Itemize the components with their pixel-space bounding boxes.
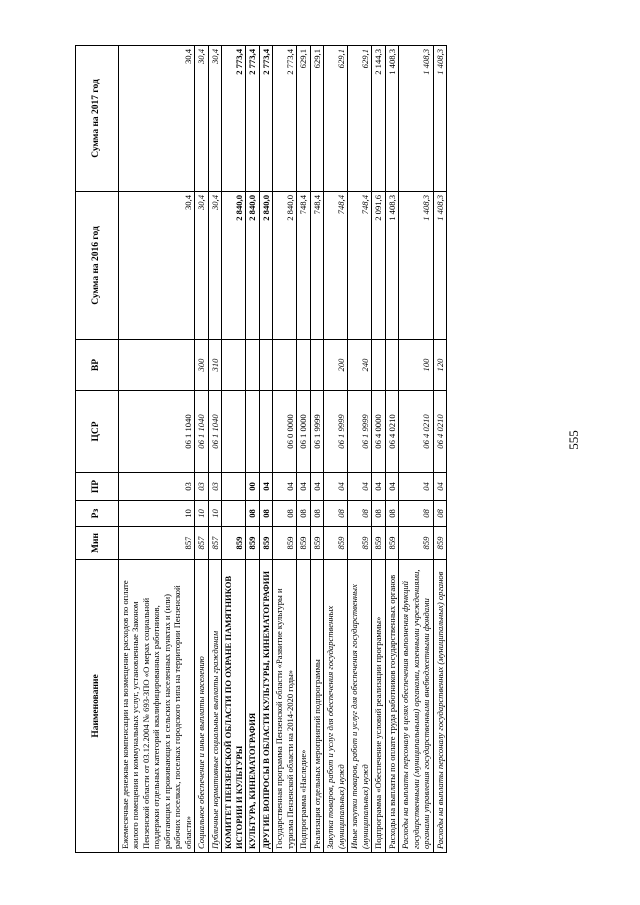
cell-rz: 08: [385, 501, 398, 527]
table-row: [246, 46, 259, 853]
cell-name: Закупка товаров, работ и услуг для обеспечения государственных (муниципальных) нужд: [324, 560, 348, 853]
cell-min: 859: [372, 527, 385, 560]
table-row: [310, 46, 323, 853]
col-header-min: Мин: [76, 527, 119, 560]
table-row: [385, 46, 398, 853]
cell-vr: 120: [433, 340, 446, 391]
cell-sum-2016: 1 408,3: [399, 192, 433, 340]
cell-sum-2017: 2 773,4: [259, 46, 272, 192]
cell-sum-2017: 629,1: [310, 46, 323, 192]
cell-pr: 04: [399, 473, 433, 501]
table-row: [324, 46, 348, 853]
cell-csr: 06 1 9999: [324, 391, 348, 473]
cell-vr: [222, 340, 246, 391]
col-header-sum-2016: Сумма на 2016 год: [76, 192, 119, 340]
cell-min: 859: [385, 527, 398, 560]
cell-pr: 04: [385, 473, 398, 501]
cell-sum-2017: 2 773,4: [246, 46, 259, 192]
cell-name: Публичные нормативные социальные выплаты гражданам: [208, 560, 221, 853]
cell-sum-2016: 748,4: [348, 192, 372, 340]
header-row: [76, 46, 119, 853]
cell-pr: 04: [297, 473, 310, 501]
cell-sum-2017: 2 773,4: [273, 46, 297, 192]
cell-pr: 04: [310, 473, 323, 501]
cell-rz: 08: [259, 501, 272, 527]
cell-sum-2017: 30,4: [119, 46, 195, 192]
cell-sum-2017: 2 773,4: [222, 46, 246, 192]
cell-sum-2016: 2 840,0: [273, 192, 297, 340]
cell-vr: [246, 340, 259, 391]
cell-sum-2016: 1 408,3: [433, 192, 446, 340]
cell-csr: 06 4 0210: [399, 391, 433, 473]
cell-name: КУЛЬТУРА, КИНЕМАТОГРАФИЯ: [246, 560, 259, 853]
cell-min: 859: [246, 527, 259, 560]
cell-vr: 310: [208, 340, 221, 391]
cell-sum-2017: 1 408,3: [385, 46, 398, 192]
cell-rz: 10: [195, 501, 208, 527]
cell-sum-2017: 1 408,3: [433, 46, 446, 192]
cell-min: 859: [310, 527, 323, 560]
table-row: [208, 46, 221, 853]
col-header-rz: Рз: [76, 501, 119, 527]
cell-vr: [310, 340, 323, 391]
col-header-pr: ПР: [76, 473, 119, 501]
cell-sum-2017: 30,4: [208, 46, 221, 192]
cell-csr: 06 1 9999: [348, 391, 372, 473]
cell-sum-2016: 30,4: [208, 192, 221, 340]
cell-vr: [297, 340, 310, 391]
cell-min: 859: [399, 527, 433, 560]
cell-rz: 08: [372, 501, 385, 527]
cell-name: Подпрограмма «Наследие»: [297, 560, 310, 853]
table-row: [119, 46, 195, 853]
cell-csr: [259, 391, 272, 473]
cell-sum-2017: 629,1: [348, 46, 372, 192]
table-row: [399, 46, 433, 853]
cell-name: КОМИТЕТ ПЕНЗЕНСКОЙ ОБЛАСТИ ПО ОХРАНЕ ПАМЯТНИКОВ ИСТОРИИ И КУЛЬТУРЫ: [222, 560, 246, 853]
cell-sum-2016: 2 840,0: [246, 192, 259, 340]
cell-sum-2017: 30,4: [195, 46, 208, 192]
cell-csr: 06 0 0000: [273, 391, 297, 473]
cell-sum-2017: 629,1: [297, 46, 310, 192]
cell-vr: 100: [399, 340, 433, 391]
cell-csr: 06 1 1040: [208, 391, 221, 473]
cell-sum-2016: 30,4: [195, 192, 208, 340]
cell-rz: 08: [297, 501, 310, 527]
cell-rz: 08: [399, 501, 433, 527]
cell-vr: [372, 340, 385, 391]
cell-pr: 04: [372, 473, 385, 501]
cell-rz: 08: [324, 501, 348, 527]
cell-vr: [119, 340, 195, 391]
cell-name: Ежемесячные денежные компенсации на возмещение расходов по оплате жилого помещения и коммунальных услуг, установленные Законом Пензенской области от 03.12.2004 № 693-ЗПО «О мерах социальной поддержки отдельных категорий квалифицированных работников, работающих и проживающих в сельских населенных пунктах и (или) рабочих поселках, поселках городского типа на территории Пензенской области»: [119, 560, 195, 853]
table-row: [372, 46, 385, 853]
cell-name: Подпрограмма «Обеспечение условий реализации программы»: [372, 560, 385, 853]
cell-csr: 06 1 1040: [195, 391, 208, 473]
cell-min: 859: [222, 527, 246, 560]
cell-rz: 10: [208, 501, 221, 527]
table-row: [273, 46, 297, 853]
col-header-name: Наименование: [76, 560, 119, 853]
cell-sum-2016: 30,4: [119, 192, 195, 340]
cell-pr: 03: [195, 473, 208, 501]
cell-sum-2016: 748,4: [324, 192, 348, 340]
cell-min: 859: [297, 527, 310, 560]
cell-pr: 04: [259, 473, 272, 501]
cell-csr: [246, 391, 259, 473]
cell-pr: 03: [119, 473, 195, 501]
cell-csr: 06 1 1040: [119, 391, 195, 473]
cell-vr: 200: [324, 340, 348, 391]
cell-csr: 06 1 0000: [297, 391, 310, 473]
cell-sum-2016: 2 091,6: [372, 192, 385, 340]
cell-pr: 04: [433, 473, 446, 501]
cell-rz: 08: [246, 501, 259, 527]
cell-min: 859: [259, 527, 272, 560]
cell-sum-2016: 1 408,3: [385, 192, 398, 340]
cell-min: 859: [273, 527, 297, 560]
cell-sum-2017: 2 144,3: [372, 46, 385, 192]
cell-name: Расходы на выплаты персоналу в целях обеспечения выполнения функций государственными (муниципальными) органами, казенными учреждениями, органами управления государственными внебюджетными фондами: [399, 560, 433, 853]
table-row: [433, 46, 446, 853]
rotated-page: [75, 46, 557, 853]
cell-sum-2017: 1 408,3: [399, 46, 433, 192]
cell-pr: 00: [246, 473, 259, 501]
cell-rz: [222, 501, 246, 527]
cell-pr: 04: [348, 473, 372, 501]
cell-name: Социальное обеспечение и иные выплаты населению: [195, 560, 208, 853]
cell-sum-2016: 748,4: [297, 192, 310, 340]
cell-csr: 06 1 9999: [310, 391, 323, 473]
cell-sum-2016: 748,4: [310, 192, 323, 340]
budget-table: [75, 45, 447, 853]
cell-pr: 03: [208, 473, 221, 501]
cell-sum-2017: 629,1: [324, 46, 348, 192]
cell-csr: 06 4 0000: [372, 391, 385, 473]
cell-min: 857: [195, 527, 208, 560]
cell-name: Расходы на выплаты персоналу государственных (муниципальных) органов: [433, 560, 446, 853]
cell-pr: [222, 473, 246, 501]
cell-vr: 300: [195, 340, 208, 391]
cell-csr: 06 4 0210: [433, 391, 446, 473]
table-row: [259, 46, 272, 853]
cell-rz: 08: [273, 501, 297, 527]
col-header-csr: ЦСР: [76, 391, 119, 473]
table-row: [195, 46, 208, 853]
table-row: [348, 46, 372, 853]
cell-rz: 08: [310, 501, 323, 527]
cell-rz: 08: [348, 501, 372, 527]
cell-min: 859: [433, 527, 446, 560]
cell-rz: 10: [119, 501, 195, 527]
cell-min: 859: [348, 527, 372, 560]
col-header-sum-2017: Сумма на 2017 год: [76, 46, 119, 192]
cell-csr: [222, 391, 246, 473]
cell-csr: 06 4 0210: [385, 391, 398, 473]
table-row: [222, 46, 246, 853]
page-number: 555: [566, 430, 581, 450]
cell-min: 859: [324, 527, 348, 560]
table-row: [297, 46, 310, 853]
cell-rz: 08: [433, 501, 446, 527]
cell-name: Государственная программа Пензенской области «Развитие культуры и туризма Пензенской области на 2014-2020 годы»: [273, 560, 297, 853]
cell-vr: [259, 340, 272, 391]
cell-min: 857: [208, 527, 221, 560]
cell-vr: [385, 340, 398, 391]
cell-pr: 04: [273, 473, 297, 501]
cell-pr: 04: [324, 473, 348, 501]
cell-vr: 240: [348, 340, 372, 391]
cell-name: Реализация отдельных мероприятий подпрограммы: [310, 560, 323, 853]
cell-name: ДРУГИЕ ВОПРОСЫ В ОБЛАСТИ КУЛЬТУРЫ, КИНЕМАТОГРАФИИ: [259, 560, 272, 853]
cell-name: Расходы на выплаты по оплате труда работников государственных органов: [385, 560, 398, 853]
cell-sum-2016: 2 840,0: [259, 192, 272, 340]
cell-vr: [273, 340, 297, 391]
cell-sum-2016: 2 840,0: [222, 192, 246, 340]
col-header-vr: ВР: [76, 340, 119, 391]
cell-min: 857: [119, 527, 195, 560]
cell-name: Иные закупки товаров, работ и услуг для обеспечения государственных (муниципальных) нужд: [348, 560, 372, 853]
